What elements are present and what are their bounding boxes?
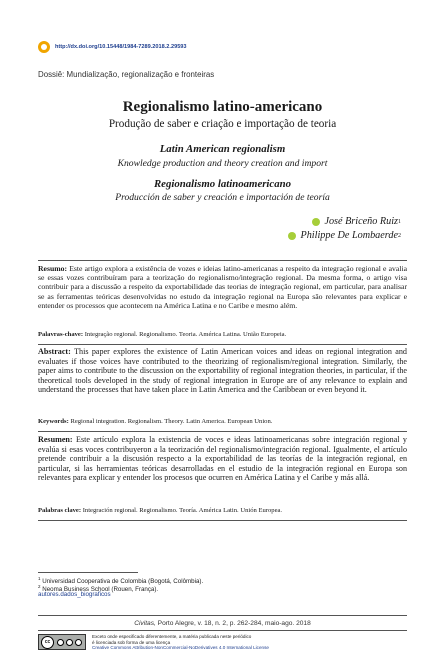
abstract-line: respeito da integração regional e avalia se essas vozes contribuíram para a teorização: [38, 264, 407, 283]
doi-logo-icon: [38, 41, 50, 53]
abstract-english: [38, 347, 407, 395]
footnote-text: Universidad Cooperativa de Colombia (Bogotá, Colômbia).: [42, 578, 204, 586]
title-portuguese: Regionalismo latino-americano: [122, 99, 323, 115]
license-line: é licenciada sob forma de uma licença: [92, 639, 171, 645]
keywords-label: Keywords:: [38, 418, 69, 425]
divider: [38, 520, 407, 521]
subtitle-portuguese: Produção de saber e criação e importação de teoria: [108, 118, 337, 130]
citation-details: Porto Alegre, v. 18, n. 2, p. 262-284, maio-ago. 2018: [157, 620, 311, 627]
nd-icon: [75, 639, 82, 646]
divider: [38, 630, 407, 631]
license-text: [92, 634, 269, 651]
author-bio-link[interactable]: autores.dados_biograficos: [38, 591, 111, 598]
author-affiliation-mark: 1: [398, 218, 401, 225]
abstract-line: en América Latina y el Caribe y más allá.: [235, 473, 370, 483]
divider: [38, 260, 407, 261]
citation-line: [38, 620, 407, 627]
title-spanish: Regionalismo latinoamericano: [153, 178, 292, 190]
author-2: [288, 230, 401, 241]
footnote-mark: 1: [38, 576, 41, 581]
abstract-line: América Latina e no Caribe e mesmo além.: [163, 300, 298, 310]
by-icon: [57, 639, 64, 646]
abstract-line: do regionalismo/integração regional. Da mesma forma, o artigo visa contribuir para a: [38, 273, 407, 292]
abstract-line: na Europa são relevantes para explicar e entender os processos que acontecem na: [38, 291, 407, 310]
abstract-line: discussion on the exportability of regional integration theories, in particular, if the: [139, 366, 407, 376]
keywords-english: [38, 418, 407, 426]
cc-icon: cc: [41, 636, 54, 649]
abstract-line: Este artigo explora a existência de vozes e ideias latino-americanas a: [69, 264, 284, 273]
keywords-portuguese: [38, 331, 407, 339]
keywords-label: Palabras clave:: [38, 507, 82, 514]
orcid-icon[interactable]: [312, 218, 320, 226]
subtitle-english: Knowledge production and theory creation and import: [117, 158, 328, 169]
abstract-line: discusión respecto a la exportabilidad de las teorías de la integración regional, en: [122, 454, 407, 464]
abstract-line: theoretical tools developed in the study of regional integration in Europe are of any: [38, 375, 322, 385]
nc-icon: [66, 639, 73, 646]
doi-link[interactable]: http://dx.doi.org/10.15448/1984-7289.2018.2.29593: [55, 44, 187, 50]
divider: [38, 431, 407, 432]
author-name: Philippe De Lombaerde: [300, 230, 398, 241]
doi-row: [38, 41, 187, 53]
license-line: Exceto onde especificado diferentemente, a matéria publicada neste periódico: [92, 634, 252, 639]
orcid-icon[interactable]: [288, 232, 296, 240]
author-1: [312, 216, 401, 227]
abstract-line: regional en Europa son relevantes para explicar y entender los procesos que ocurren: [38, 463, 407, 483]
abstract-line: discussão a respeito da exportabilidade das teorias de integração regional, em particular,: [91, 282, 366, 292]
subtitle-spanish: Producción de saber y creación e importación de teoría: [115, 192, 330, 203]
abstract-line: regionalismo/integración regional. Igualmente, el artículo pretende contribuir a la: [38, 444, 407, 464]
license-link[interactable]: Creative Commons Attribution-NonCommercial-NoDerivatives 4.0 International License: [92, 645, 269, 651]
keywords-text: Integración regional. Regionalismo. Teoría. América Latin. Unión Europea.: [82, 507, 283, 514]
abstract-label: Resumen:: [38, 435, 73, 444]
abstract-line: particular, si las herramientas teóricas desarrolladas en el estudio de la integración: [38, 463, 324, 473]
abstract-line: This paper explores the existence of Latin American voices and ideas on: [74, 347, 324, 356]
footnote-mark: 2: [38, 584, 41, 589]
abstract-line: America and the Caribbean or even beyond it.: [217, 385, 367, 395]
keywords-label: Palavras-chave:: [38, 331, 84, 338]
abstract-line: para analisar se as ferramentas teóricas desenvolvidas no estudo da integração regional: [38, 282, 408, 301]
keywords-text: Regional integration. Regionalism. Theory. Latin America. European Union.: [70, 418, 273, 425]
cc-conditions: [57, 639, 82, 646]
abstract-label: Abstract:: [38, 347, 71, 356]
title-english: Latin American regionalism: [159, 143, 286, 155]
abstract-line: Este artículo explora la existencia de voces e ideas latinoamericanas: [76, 435, 309, 444]
abstract-line: relevance to explain and understand the processes that have taken place in Latin: [38, 375, 408, 395]
footnote-text: Neoma Business School (Rouen, França).: [42, 586, 159, 594]
abstract-portuguese: [38, 264, 407, 310]
author-affiliation-mark: 2: [398, 232, 401, 239]
dossier-heading: Dossiê: Mundialização, regionalização e fronteiras: [38, 69, 215, 79]
journal-name: Civitas,: [134, 620, 156, 627]
abstract-spanish: [38, 435, 407, 483]
divider: [38, 344, 407, 345]
creative-commons-badge[interactable]: [38, 634, 86, 650]
author-name: José Briceño Ruiz: [324, 216, 398, 227]
abstract-label: Resumo:: [38, 264, 68, 273]
abstract-line: sobre integración regional y evalúa si esas voces contribuyeron a la teorización del: [38, 435, 407, 454]
divider: [38, 615, 407, 616]
footnote-divider: [38, 572, 138, 573]
abstract-line: regional integration and evaluates if those voices have contributed to the theorizing: [38, 347, 407, 366]
keywords-text: Integração regional. Regionalismo. Teoria. América Latina. União Europeia.: [84, 331, 287, 338]
keywords-spanish: [38, 507, 407, 515]
abstract-line: of regionalism/regional integration. Similarly, the paper aims to contribute to the: [38, 356, 408, 376]
